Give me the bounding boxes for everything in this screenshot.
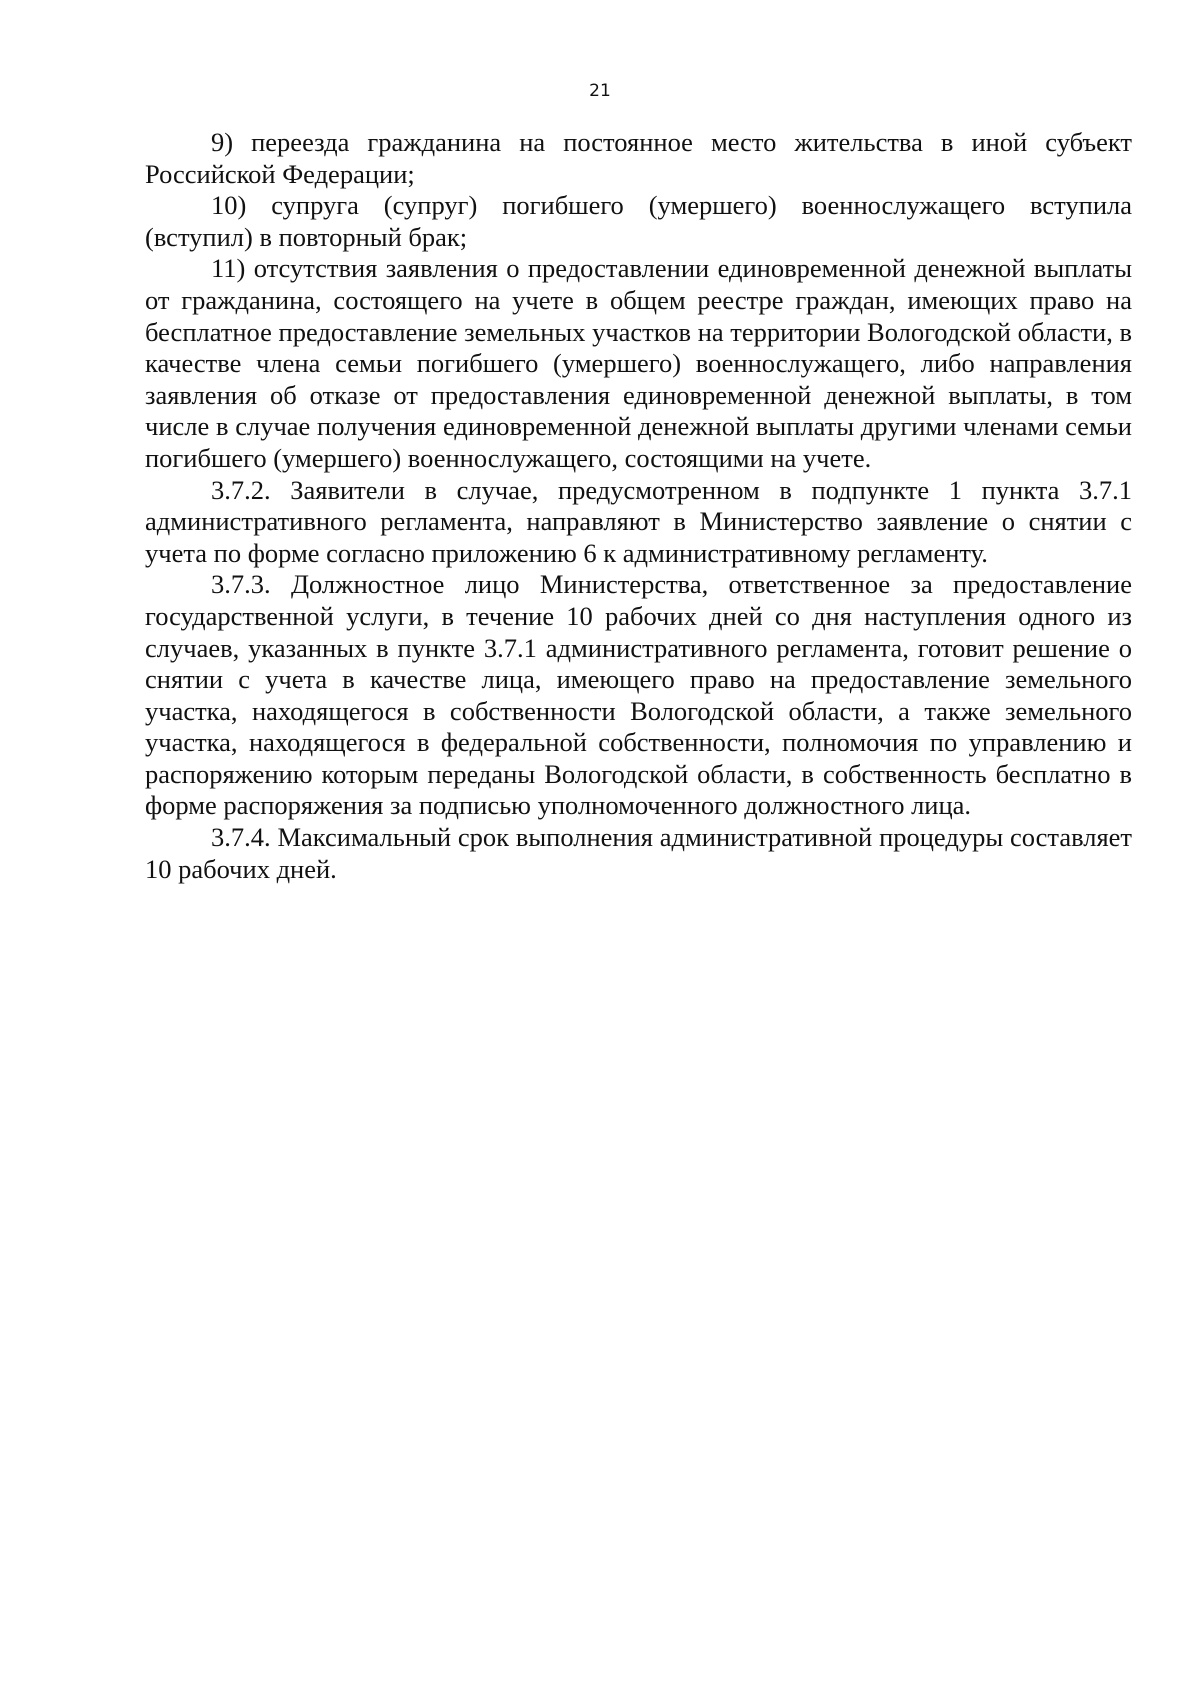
paragraph-item-9: 9) переезда гражданина на постоянное место жительства в иной субъект Российской Федерации; bbox=[145, 127, 1132, 189]
page-number: 21 bbox=[589, 81, 611, 101]
paragraph-3-7-3: 3.7.3. Должностное лицо Министерства, ответственное за предоставление государственной услуги, в течение 10 рабочих дней со дня наступления одного из случаев, указанных в пункте 3.7.1 административного регламента, готовит решение о снятии с учета в качестве лица, имеющего право на предоставление земельного участка, находящегося в собственности Вологодской области, а также земельного участка, находящегося в федеральной собственности, полномочия по управлению и распоряжению которым переданы Вологодской области, в собственность бесплатно в форме распоряжения за подписью уполномоченного должностного лица. bbox=[145, 569, 1132, 821]
document-body bbox=[145, 127, 1132, 885]
paragraph-3-7-2: 3.7.2. Заявители в случае, предусмотренном в подпункте 1 пункта 3.7.1 административного регламента, направляют в Министерство заявление о снятии с учета по форме согласно приложению 6 к административному регламенту. bbox=[145, 474, 1132, 568]
paragraph-3-7-4: 3.7.4. Максимальный срок выполнения административной процедуры составляет 10 рабочих дней. bbox=[145, 822, 1132, 884]
paragraph-item-10: 10) супруга (супруг) погибшего (умершего) военнослужащего вступила (вступил) в повторный брак; bbox=[145, 190, 1132, 252]
paragraph-item-11: 11) отсутствия заявления о предоставлении единовременной денежной выплаты от гражданина, состоящего на учете в общем реестре граждан, имеющих право на бесплатное предоставление земельных участков на территории Вологодской области, в качестве члена семьи погибшего (умершего) военнослужащего, либо направления заявления об отказе от предоставления единовременной денежной выплаты, в том числе в случае получения единовременной денежной выплаты другими членами семьи погибшего (умершего) военнослужащего, состоящими на учете. bbox=[145, 253, 1132, 473]
